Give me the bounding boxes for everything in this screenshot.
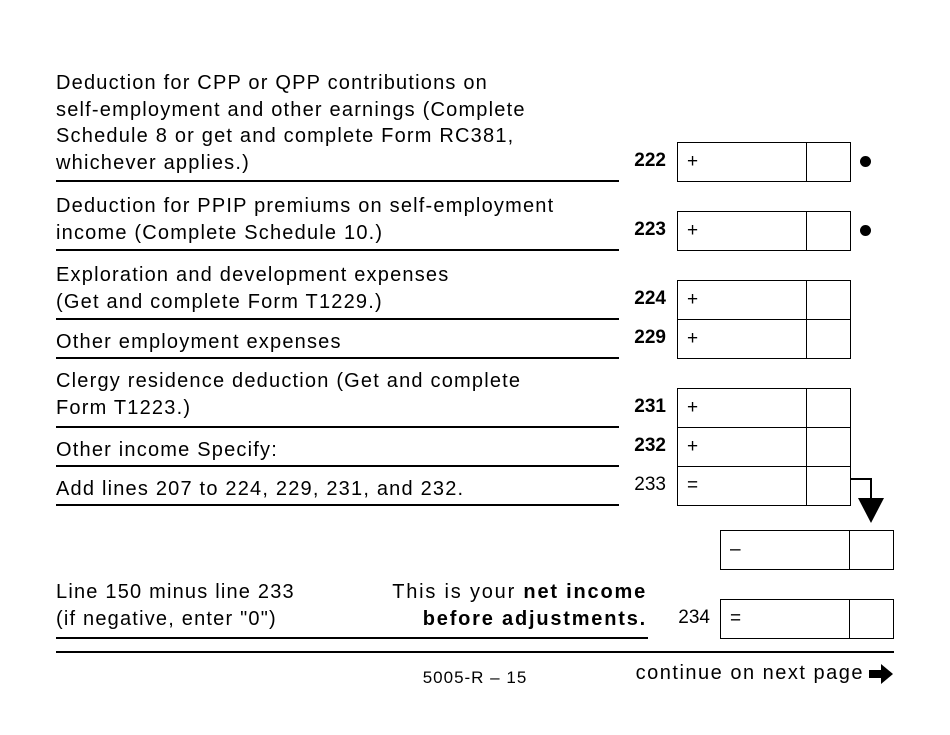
- footer-divider: [56, 651, 894, 653]
- bullet-icon: [860, 156, 871, 167]
- plus-sign: +: [687, 151, 699, 172]
- plus-sign: +: [687, 397, 699, 418]
- line-229-number: 229: [634, 327, 666, 348]
- continue-text: continue on next page: [635, 662, 864, 684]
- cents-field[interactable]: [806, 389, 853, 427]
- equals-sign: =: [730, 608, 742, 629]
- line-229-amount-field[interactable]: [677, 319, 851, 359]
- line-231-amount-field[interactable]: [677, 388, 851, 428]
- cents-field[interactable]: [849, 531, 896, 569]
- plus-sign: +: [687, 220, 699, 241]
- cents-field[interactable]: [806, 212, 853, 250]
- line-223-description: Deduction for PPIP premiums on self-employment income (Complete Schedule 10.): [56, 195, 555, 244]
- subtraction-amount-field[interactable]: [720, 530, 894, 570]
- row-divider: [56, 426, 619, 428]
- line-232-description: Other income Specify:: [56, 439, 278, 461]
- line-222-description: Deduction for CPP or QPP contributions on self-employment and other earnings (Complete Schedule 8 or get and complete Form RC381, whichever applies.): [56, 72, 526, 174]
- line-231-number: 231: [634, 396, 666, 417]
- line-223-number: 223: [634, 219, 666, 240]
- line-222-number: 222: [634, 150, 666, 171]
- arrow-down-icon: [848, 476, 888, 526]
- arrow-right-icon: [868, 663, 894, 685]
- line-222-amount-field[interactable]: [677, 142, 851, 182]
- line-229-description: Other employment expenses: [56, 331, 342, 353]
- net-income-bold: net income: [523, 581, 647, 603]
- equals-sign: =: [687, 475, 699, 496]
- cents-field[interactable]: [806, 428, 853, 466]
- row-divider: [56, 504, 619, 506]
- line-231-description: Clergy residence deduction (Get and complete Form T1223.): [56, 370, 522, 419]
- row-divider: [56, 637, 648, 639]
- line-232-amount-field[interactable]: [677, 427, 851, 467]
- line-224-amount-field[interactable]: [677, 280, 851, 320]
- line-224-number: 224: [634, 288, 666, 309]
- net-income-label: [330, 579, 647, 632]
- cents-field[interactable]: [806, 281, 853, 319]
- row-divider: [56, 318, 619, 320]
- net-income-prefix: This is your: [392, 581, 524, 603]
- plus-sign: +: [687, 436, 699, 457]
- cents-field[interactable]: [806, 143, 853, 181]
- line-223-amount-field[interactable]: [677, 211, 851, 251]
- row-divider: [56, 465, 619, 467]
- line-234-number: 234: [678, 607, 710, 628]
- net-income-instruction: Line 150 minus line 233 (if negative, enter "0"): [56, 581, 295, 630]
- continue-link[interactable]: [636, 662, 894, 685]
- cents-field[interactable]: [806, 320, 853, 358]
- row-divider: [56, 357, 619, 359]
- minus-sign: –: [730, 539, 741, 560]
- row-divider: [56, 249, 619, 251]
- line-224-description: Exploration and development expenses (Get and complete Form T1229.): [56, 264, 450, 313]
- before-adjustments-bold: before adjustments.: [422, 607, 647, 630]
- row-divider: [56, 180, 619, 182]
- line-232-number: 232: [634, 435, 666, 456]
- plus-sign: +: [687, 289, 699, 310]
- cents-field[interactable]: [806, 467, 853, 505]
- line-234-amount-field[interactable]: [720, 599, 894, 639]
- line-233-number: 233: [634, 474, 666, 495]
- line-233-amount-field[interactable]: [677, 466, 851, 506]
- line-233-description: Add lines 207 to 224, 229, 231, and 232.: [56, 478, 465, 500]
- bullet-icon: [860, 225, 871, 236]
- plus-sign: +: [687, 328, 699, 349]
- page-number: 5005-R – 15: [422, 668, 528, 687]
- cents-field[interactable]: [849, 600, 896, 638]
